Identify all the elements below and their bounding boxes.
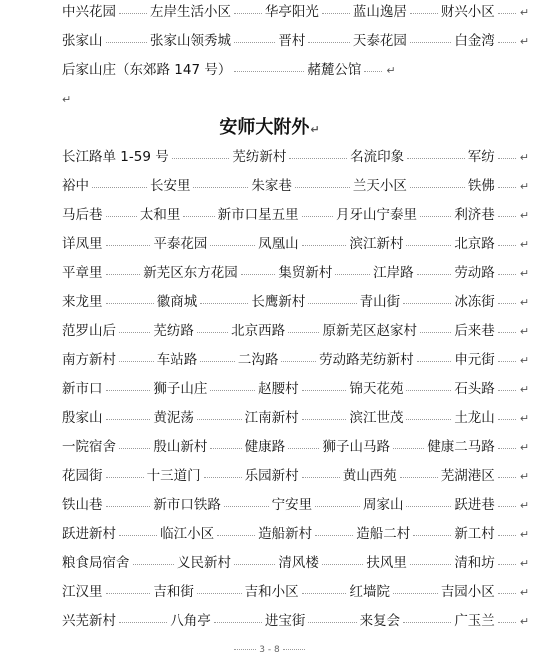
text-line <box>62 491 529 520</box>
place-name: 跃进巷 <box>454 497 495 513</box>
dotted-leader <box>420 216 451 217</box>
paragraph-mark: ↵ <box>519 35 529 48</box>
place-name: 跃进新村 <box>62 526 116 542</box>
dotted-leader <box>197 419 242 420</box>
section-heading-text: 安师大附外 <box>219 117 310 138</box>
dotted-leader <box>315 535 353 536</box>
place-name: 原新芜区赵家村 <box>322 323 417 339</box>
place-name: 新工村 <box>454 526 495 542</box>
paragraph-mark: ↵ <box>519 6 529 19</box>
place-name: 兴芜新村 <box>62 613 116 629</box>
place-name: 一院宿舍 <box>62 439 116 455</box>
footer-rule-right <box>283 649 305 650</box>
place-name: 朱家巷 <box>251 178 292 194</box>
dotted-leader <box>183 216 214 217</box>
dotted-leader <box>322 13 350 14</box>
place-name: 新芜区东方花园 <box>143 265 238 281</box>
place-name: 财兴小区 <box>440 4 495 20</box>
paragraph-mark: ↵ <box>519 209 529 222</box>
dotted-leader <box>106 506 151 507</box>
place-name: 铁山巷 <box>62 497 103 513</box>
text-line <box>62 549 529 578</box>
place-name: 长鹰新村 <box>251 294 306 310</box>
place-name: 利济巷 <box>454 207 495 223</box>
dotted-leader <box>234 564 275 565</box>
dotted-leader <box>234 13 262 14</box>
place-name: 芜湖港区 <box>440 468 495 484</box>
place-name: 吉和小区 <box>244 584 299 600</box>
page-footer <box>0 645 539 655</box>
dotted-leader <box>403 622 451 623</box>
place-name: 扶风里 <box>366 555 407 571</box>
place-name: 冰冻街 <box>454 294 495 310</box>
dotted-leader <box>364 71 382 72</box>
dotted-leader <box>335 274 370 275</box>
place-name: 殷山新村 <box>153 439 208 455</box>
place-name: 南方新村 <box>62 352 116 368</box>
dotted-leader <box>217 535 255 536</box>
dotted-leader <box>106 593 151 594</box>
place-name: 马后巷 <box>62 207 103 223</box>
place-name: 北京西路 <box>231 323 286 339</box>
dotted-leader <box>410 187 465 188</box>
paragraph-mark: ↵ <box>519 499 529 512</box>
dotted-leader <box>197 332 228 333</box>
dotted-leader <box>498 158 516 159</box>
place-name: 芜纺路 <box>153 323 194 339</box>
text-line <box>62 230 529 259</box>
dotted-leader <box>214 622 262 623</box>
dotted-leader <box>410 564 451 565</box>
dotted-leader <box>119 332 150 333</box>
dotted-leader <box>210 448 241 449</box>
paragraph-mark: ↵ <box>310 123 320 136</box>
dotted-leader <box>393 448 424 449</box>
place-name: 宁安里 <box>271 497 313 513</box>
dotted-leader <box>200 303 248 304</box>
dotted-leader <box>498 448 516 449</box>
place-name: 新市口星五里 <box>217 207 299 223</box>
place-name: 芜纺新村 <box>232 149 287 165</box>
place-name: 来龙里 <box>62 294 103 310</box>
place-name: 后来巷 <box>454 323 495 339</box>
place-name: 江岸路 <box>373 265 414 281</box>
paragraph-mark: ↵ <box>519 470 529 483</box>
place-name: 北京路 <box>454 236 495 252</box>
dotted-leader <box>200 361 235 362</box>
dotted-leader <box>410 42 451 43</box>
place-name: 长安里 <box>149 178 191 194</box>
dotted-leader <box>106 216 137 217</box>
dotted-leader <box>498 477 516 478</box>
dotted-leader <box>400 477 438 478</box>
dotted-leader <box>498 216 516 217</box>
place-name: 后家山庄（东郊路 147 号） <box>62 62 232 78</box>
paragraph-mark: ↵ <box>386 64 396 77</box>
dotted-leader <box>406 506 451 507</box>
place-name: 详凤里 <box>62 236 103 252</box>
dotted-leader <box>204 477 242 478</box>
text-line <box>62 143 529 172</box>
dotted-leader <box>288 448 319 449</box>
paragraph-mark: ↵ <box>519 151 529 164</box>
dotted-leader <box>498 13 516 14</box>
dotted-leader <box>498 622 516 623</box>
dotted-leader <box>498 593 516 594</box>
place-name: 黄泥荡 <box>153 410 194 426</box>
dotted-leader <box>393 593 438 594</box>
dotted-leader <box>119 622 167 623</box>
place-name: 花园街 <box>62 468 103 484</box>
text-line <box>62 27 529 56</box>
dotted-leader <box>315 506 360 507</box>
place-name: 吉和街 <box>153 584 194 600</box>
place-name: 平泰花园 <box>153 236 208 252</box>
place-name: 清风楼 <box>278 555 319 571</box>
paragraph-mark: ↵ <box>519 325 529 338</box>
text-line <box>62 317 529 346</box>
place-name: 徽商城 <box>156 294 198 310</box>
blank-paragraph-mark: ↵ <box>62 93 72 106</box>
dotted-leader <box>417 361 452 362</box>
dotted-leader <box>210 245 255 246</box>
text-line <box>62 346 529 375</box>
text-line <box>62 578 529 607</box>
dotted-leader <box>119 535 157 536</box>
dotted-leader <box>224 506 269 507</box>
place-name: 太和里 <box>139 207 181 223</box>
dotted-leader <box>498 506 516 507</box>
place-name: 锦天花苑 <box>349 381 404 397</box>
place-name: 江汉里 <box>62 584 103 600</box>
place-name: 新市口铁路 <box>153 497 221 513</box>
dotted-leader <box>406 390 451 391</box>
place-name: 进宝街 <box>264 613 306 629</box>
text-line <box>62 607 529 636</box>
dotted-leader <box>322 564 363 565</box>
place-name: 华亭阳光 <box>264 4 319 20</box>
text-line <box>62 288 529 317</box>
paragraph-mark: ↵ <box>519 586 529 599</box>
dotted-leader <box>498 564 516 565</box>
place-name: 土龙山 <box>454 410 495 426</box>
dotted-leader <box>106 477 144 478</box>
place-name: 滨江世茂 <box>349 410 404 426</box>
place-name: 张家山领秀城 <box>149 33 231 49</box>
place-name: 造船二村 <box>356 526 411 542</box>
dotted-leader <box>498 535 516 536</box>
place-name: 粮食局宿舍 <box>62 555 130 571</box>
place-name: 二沟路 <box>237 352 279 368</box>
place-name: 劳动路 <box>454 265 495 281</box>
dotted-leader <box>420 332 451 333</box>
place-name: 白金湾 <box>454 33 495 49</box>
place-name: 殷家山 <box>62 410 103 426</box>
dotted-leader <box>498 361 516 362</box>
paragraph-mark: ↵ <box>519 557 529 570</box>
dotted-leader <box>241 274 276 275</box>
text-line <box>62 201 529 230</box>
place-name: 乐园新村 <box>244 468 299 484</box>
dotted-leader <box>106 42 147 43</box>
place-name: 车站路 <box>156 352 198 368</box>
place-name: 吉园小区 <box>440 584 495 600</box>
dotted-leader <box>498 187 516 188</box>
place-name: 健康二马路 <box>427 439 495 455</box>
dotted-leader <box>210 390 255 391</box>
place-name: 蓝山逸居 <box>352 4 407 20</box>
place-name: 红墙院 <box>349 584 390 600</box>
dotted-leader <box>106 274 141 275</box>
dotted-leader <box>302 419 347 420</box>
dotted-leader <box>302 477 340 478</box>
place-name: 清和坊 <box>454 555 495 571</box>
place-name: 平章里 <box>62 265 103 281</box>
place-name: 广玉兰 <box>454 613 495 629</box>
dotted-leader <box>281 361 316 362</box>
place-name: 江南新村 <box>244 410 299 426</box>
dotted-leader <box>498 390 516 391</box>
place-name: 名流印象 <box>350 149 405 165</box>
dotted-leader <box>406 419 451 420</box>
place-name: 范罗山后 <box>62 323 116 339</box>
place-name: 周家山 <box>362 497 404 513</box>
place-name: 劳动路芜纺新村 <box>319 352 414 368</box>
dotted-leader <box>119 13 147 14</box>
dotted-leader <box>417 274 452 275</box>
place-name: 青山街 <box>359 294 401 310</box>
text-line <box>62 375 529 404</box>
place-name: 凤凰山 <box>258 236 299 252</box>
dotted-leader <box>498 245 516 246</box>
footer-rule-left <box>234 649 256 650</box>
place-name: 石头路 <box>454 381 495 397</box>
place-name: 造船新村 <box>258 526 313 542</box>
dotted-leader <box>234 71 304 72</box>
dotted-leader <box>410 13 438 14</box>
place-name: 新市口 <box>62 381 103 397</box>
dotted-leader <box>197 593 242 594</box>
paragraph-mark: ↵ <box>519 441 529 454</box>
text-line <box>62 56 529 85</box>
paragraph-mark: ↵ <box>519 238 529 251</box>
dotted-leader <box>413 535 451 536</box>
dotted-leader <box>498 42 516 43</box>
paragraph-mark: ↵ <box>519 354 529 367</box>
dotted-leader <box>302 593 347 594</box>
place-name: 裕中 <box>62 178 89 194</box>
text-line <box>62 433 529 462</box>
place-name: 滨江新村 <box>349 236 404 252</box>
dotted-leader <box>234 42 275 43</box>
dotted-leader <box>106 390 151 391</box>
paragraph-mark: ↵ <box>519 528 529 541</box>
dotted-leader <box>288 332 319 333</box>
place-name: 赭麓公馆 <box>307 62 362 78</box>
place-name: 军纺 <box>467 149 495 165</box>
place-name: 赵腰村 <box>258 381 299 397</box>
dotted-leader <box>106 419 151 420</box>
place-name: 义民新村 <box>176 555 231 571</box>
dotted-leader <box>498 419 516 420</box>
dotted-leader <box>302 245 347 246</box>
dotted-leader <box>133 564 174 565</box>
place-name: 狮子山马路 <box>322 439 390 455</box>
dotted-leader <box>407 158 465 159</box>
dotted-leader <box>119 448 150 449</box>
dotted-leader <box>92 187 147 188</box>
paragraph-mark: ↵ <box>519 412 529 425</box>
dotted-leader <box>302 216 333 217</box>
paragraph-mark: ↵ <box>519 267 529 280</box>
place-name: 左岸生活小区 <box>149 4 231 20</box>
place-name: 来复会 <box>359 613 401 629</box>
place-name: 临江小区 <box>160 526 215 542</box>
place-name: 晋村 <box>278 33 306 49</box>
dotted-leader <box>106 303 154 304</box>
place-name: 申元街 <box>454 352 495 368</box>
place-name: 铁佛 <box>467 178 495 194</box>
place-name: 中兴花园 <box>62 4 116 20</box>
dotted-leader <box>119 361 154 362</box>
text-line <box>62 462 529 491</box>
dotted-leader <box>308 42 349 43</box>
dotted-leader <box>498 332 516 333</box>
place-name: 集贸新村 <box>278 265 333 281</box>
dotted-leader <box>308 303 356 304</box>
place-name: 八角亭 <box>170 613 211 629</box>
paragraph-mark: ↵ <box>519 180 529 193</box>
section-heading <box>0 113 539 143</box>
dotted-leader <box>498 303 516 304</box>
place-name: 十三道门 <box>146 468 201 484</box>
text-line <box>62 172 529 201</box>
dotted-leader <box>406 245 451 246</box>
place-name: 长江路单 1-59 号 <box>62 149 169 165</box>
dotted-leader <box>289 158 347 159</box>
dotted-leader <box>106 245 151 246</box>
paragraph-mark: ↵ <box>519 296 529 309</box>
dotted-leader <box>308 622 356 623</box>
place-name: 狮子山庄 <box>153 381 208 397</box>
place-name: 月牙山宁泰里 <box>335 207 417 223</box>
place-name: 张家山 <box>62 33 103 49</box>
dotted-leader <box>295 187 350 188</box>
place-name: 黄山西苑 <box>342 468 397 484</box>
paragraph-mark: ↵ <box>519 615 529 628</box>
dotted-leader <box>302 390 347 391</box>
text-line <box>62 520 529 549</box>
place-name: 天泰花园 <box>352 33 407 49</box>
dotted-leader <box>172 158 230 159</box>
place-name: 兰天小区 <box>352 178 407 194</box>
text-line <box>62 259 529 288</box>
page-number: 3 - 8 <box>259 645 280 655</box>
text-line <box>62 0 529 27</box>
dotted-leader <box>193 187 248 188</box>
dotted-leader <box>403 303 451 304</box>
text-line <box>62 404 529 433</box>
place-name: 健康路 <box>244 439 286 455</box>
dotted-leader <box>498 274 516 275</box>
paragraph-mark: ↵ <box>519 383 529 396</box>
